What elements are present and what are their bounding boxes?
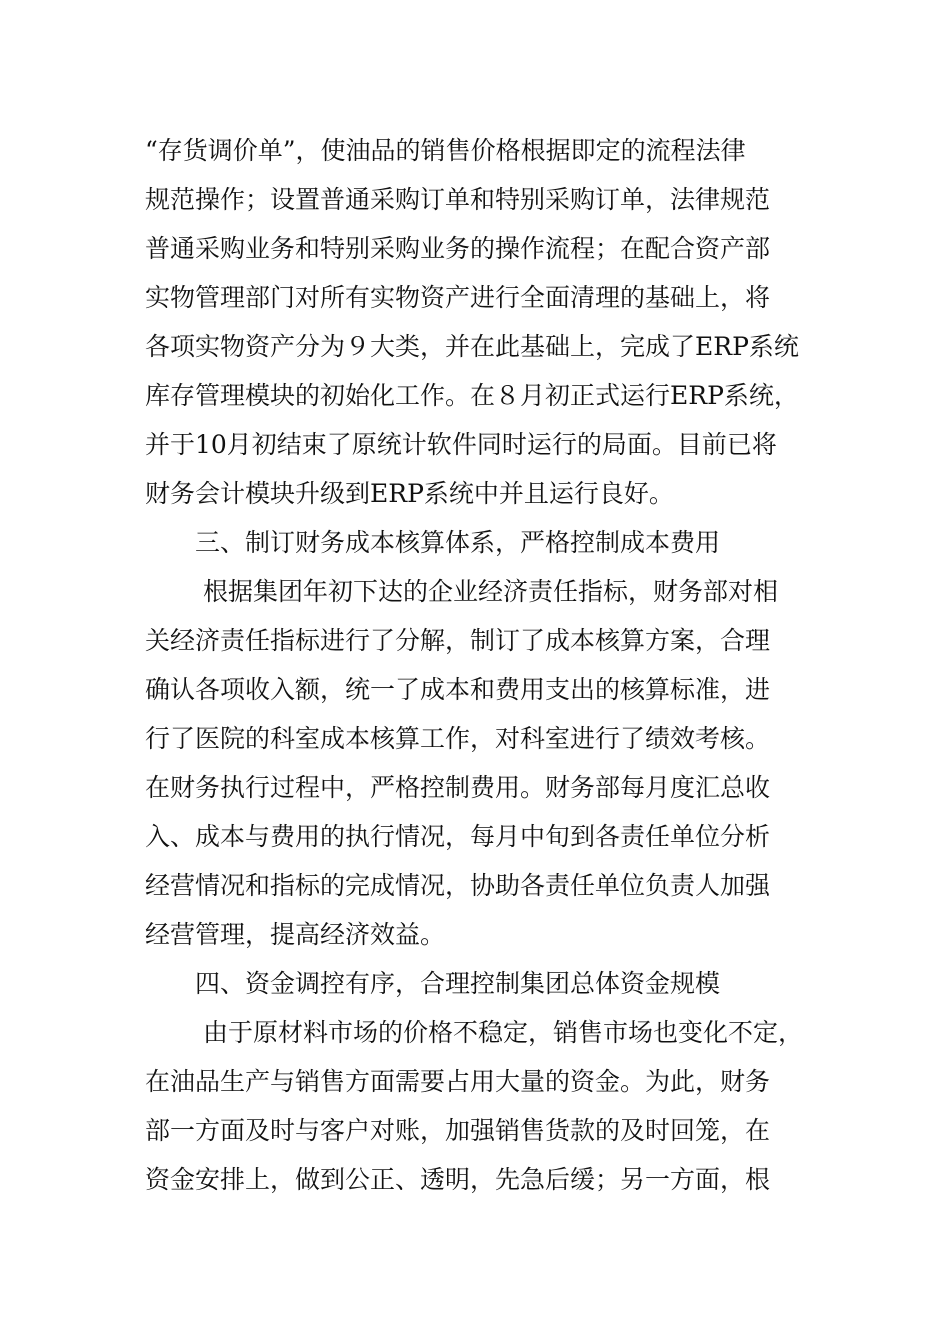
section-heading: 四、资金调控有序，合理控制集团总体资金规模 — [195, 969, 721, 998]
paragraph-line: 关经济责任指标进行了分解，制订了成本核算方案，合理 — [145, 626, 771, 655]
paragraph-line: 财务会计模块升级到ERP系统中并且运行良好。 — [145, 479, 674, 508]
paragraph-line: 经营管理，提高经济效益。 — [145, 920, 446, 949]
paragraph-line: 普通采购业务和特别采购业务的操作流程；在配合资产部 — [145, 234, 771, 263]
paragraph-line: 由于原材料市场的价格不稳定，销售市场也变化不定， — [203, 1018, 804, 1047]
paragraph-line: 各项实物资产分为９大类，并在此基础上，完成了ERP系统 — [145, 332, 799, 361]
paragraph-line: 部一方面及时与客户对账，加强销售货款的及时回笼，在 — [145, 1116, 771, 1145]
paragraph-line: 行了医院的科室成本核算工作，对科室进行了绩效考核。 — [145, 724, 771, 753]
paragraph-line: 实物管理部门对所有实物资产进行全面清理的基础上，将 — [145, 283, 771, 312]
paragraph-line: “存货调价单”，使油品的销售价格根据即定的流程法律 — [145, 136, 746, 165]
paragraph-line: 资金安排上，做到公正、透明，先急后缓；另一方面，根 — [145, 1165, 771, 1194]
paragraph-line: 在油品生产与销售方面需要占用大量的资金。为此，财务 — [145, 1067, 771, 1096]
paragraph-line: 规范操作；设置普通采购订单和特别采购订单，法律规范 — [145, 185, 771, 214]
paragraph-line: 库存管理模块的初始化工作。在８月初正式运行ERP系统， — [145, 381, 799, 410]
paragraph-line: 经营情况和指标的完成情况，协助各责任单位负责人加强 — [145, 871, 771, 900]
paragraph-line: 并于10月初结束了原统计软件同时运行的局面。目前已将 — [145, 430, 777, 459]
paragraph-line: 在财务执行过程中，严格控制费用。财务部每月度汇总收 — [145, 773, 771, 802]
paragraph-line: 确认各项收入额，统一了成本和费用支出的核算标准，进 — [145, 675, 771, 704]
section-heading: 三、制订财务成本核算体系，严格控制成本费用 — [195, 528, 721, 557]
paragraph-line: 入、成本与费用的执行情况，每月中旬到各责任单位分析 — [145, 822, 771, 851]
paragraph-line: 根据集团年初下达的企业经济责任指标，财务部对相 — [203, 577, 779, 606]
document-body — [145, 126, 825, 1204]
